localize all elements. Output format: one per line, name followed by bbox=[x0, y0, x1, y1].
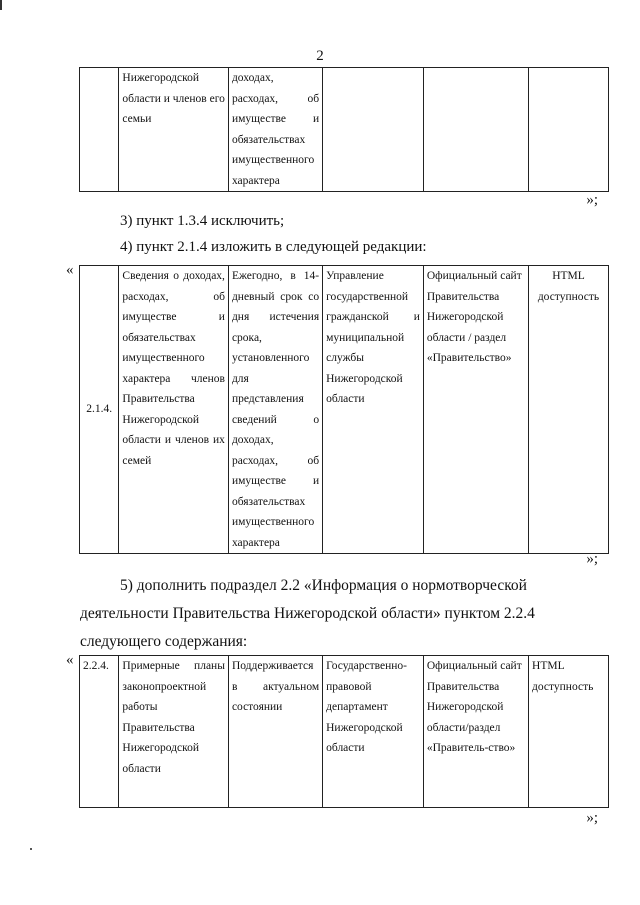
cell-format: HTML доступность bbox=[529, 266, 609, 554]
item-3: 3) пункт 1.3.4 исключить; bbox=[120, 213, 285, 229]
table-2-2-4 bbox=[79, 655, 609, 808]
cell-number: 2.1.4. bbox=[80, 266, 119, 554]
table-continuation bbox=[79, 67, 609, 192]
item-5-line-2: деятельности Правительства Нижегородской области» пунктом 2.2.4 bbox=[80, 605, 535, 622]
cell-location bbox=[423, 68, 528, 192]
cell-location: Официальный сайт Правительства Нижегородской области / раздел «Правительство» bbox=[423, 266, 528, 554]
item-5-line-1: 5) дополнить подраздел 2.2 «Информация о нормотворческой bbox=[120, 577, 527, 594]
table-2-1-4 bbox=[79, 265, 609, 554]
cell-number bbox=[80, 68, 119, 192]
cell-deadline: доходах, расходах, об имуществе и обязательствах имущественного характера bbox=[228, 68, 322, 192]
table-row bbox=[80, 266, 609, 554]
opening-quote: « bbox=[66, 652, 74, 668]
closing-quote: »; bbox=[586, 551, 598, 567]
cell-format bbox=[529, 68, 609, 192]
table-row bbox=[80, 656, 609, 808]
item-4: 4) пункт 2.1.4 изложить в следующей редакции: bbox=[120, 239, 427, 255]
scan-mark bbox=[0, 0, 2, 10]
closing-quote: »; bbox=[586, 192, 598, 208]
cell-format: HTML доступность bbox=[529, 656, 609, 808]
cell-name: Примерные планы законопроектной работы Правительства Нижегородской области bbox=[119, 656, 229, 808]
closing-quote: »; bbox=[586, 810, 598, 826]
cell-deadline: Поддерживается в актуальном состоянии bbox=[228, 656, 322, 808]
cell-responsible: Государственно-правовой департамент Нижегородской области bbox=[323, 656, 424, 808]
cell-number: 2.2.4. bbox=[80, 656, 119, 808]
cell-responsible: Управление государственной гражданской и муниципальной службы Нижегородской области bbox=[323, 266, 424, 554]
item-5-line-3: следующего содержания: bbox=[80, 633, 248, 650]
item-5 bbox=[80, 572, 610, 656]
cell-deadline: Ежегодно, в 14-дневный срок со дня истечения срока, установленного для представления сведений о доходах, расходах, об имуществе и обязательствах имущественного характера bbox=[228, 266, 322, 554]
cell-name: Сведения о доходах, расходах, об имуществе и обязательствах имущественного характера членов Правительства Нижегородской области и членов их семей bbox=[119, 266, 229, 554]
cell-responsible bbox=[323, 68, 424, 192]
scan-speck bbox=[30, 848, 32, 850]
page-number: 2 bbox=[316, 48, 324, 64]
table-row bbox=[80, 68, 609, 192]
cell-location: Официальный сайт Правительства Нижегородской области/раздел «Правитель-ство» bbox=[423, 656, 528, 808]
cell-name: Нижегородской области и членов его семьи bbox=[119, 68, 229, 192]
opening-quote: « bbox=[66, 262, 74, 278]
